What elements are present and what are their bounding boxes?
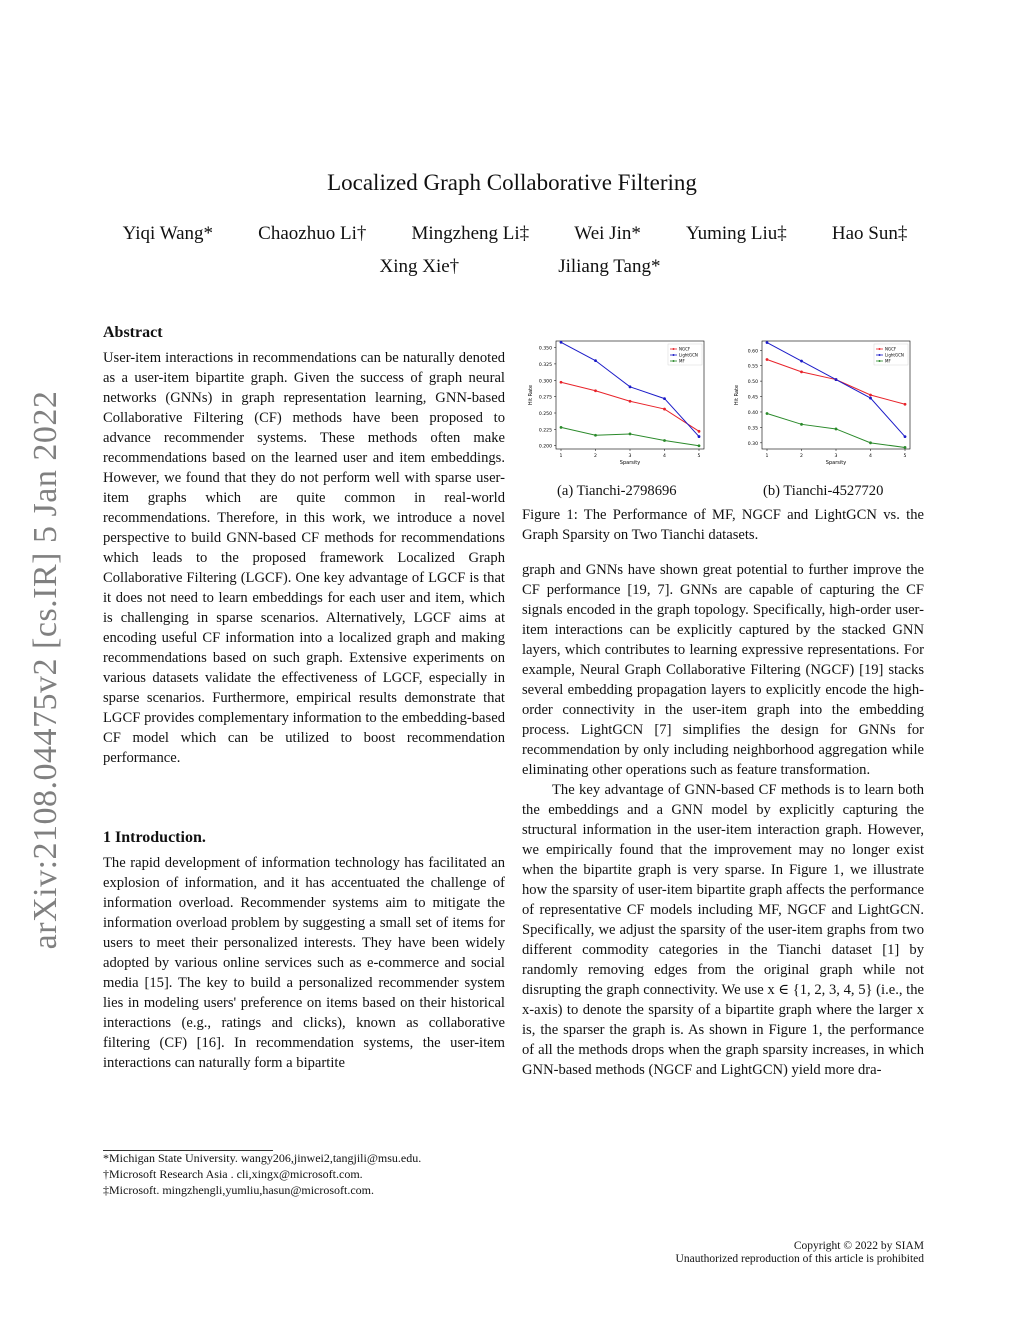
x-tick-label: 1	[765, 454, 769, 459]
chart-tianchi-2798696	[524, 335, 714, 470]
footnote-affiliation-3: ‡Microsoft. mingzhengli,yumliu,hasun@microsoft.com.	[103, 1183, 375, 1197]
legend-marker	[879, 348, 881, 350]
y-tick-label: 0.50	[747, 380, 758, 386]
author-row-1	[100, 223, 930, 245]
y-tick-label: 0.350	[538, 346, 552, 352]
legend-label: NGCF	[885, 346, 897, 352]
footnote-affiliation-2: †Microsoft Research Asia . cli,xingx@microsoft.com.	[103, 1167, 363, 1181]
data-point-ngcf	[629, 400, 632, 403]
chart-tianchi-4527720	[730, 335, 920, 470]
data-point-ngcf	[904, 403, 907, 406]
author-row-2	[330, 256, 710, 278]
data-point-mf	[594, 434, 597, 437]
figure-caption: Figure 1: The Performance of MF, NGCF and LightGCN vs. the Graph Sparsity on Two Tianchi datasets.	[522, 507, 924, 543]
data-point-lightgcn	[800, 360, 803, 363]
legend-marker	[673, 360, 675, 362]
abstract-body	[103, 348, 505, 768]
data-point-mf	[835, 428, 838, 431]
data-point-mf	[698, 444, 701, 447]
data-point-mf	[629, 433, 632, 436]
data-point-ngcf	[594, 389, 597, 392]
data-point-ngcf	[663, 408, 666, 411]
abstract-text: User-item interactions in recommendations can be naturally denoted as a user-item bipartite graph. Given the success of graph neural networks (GNNs) in graph representation learning, GNN-based Collaborative Filtering (CF) methods have been proposed to advance recommender systems. These methods often make recommendations based on the learned user and item embeddings. However, we found that they do not perform well with sparse user-item graphs which are quite common in real-world recommendations. Therefore, in this work, we introduce a novel perspective to build GNN-based CF methods for recommendations which leads to the proposed framework Localized Graph Collaborative Filtering (LGCF). One key advantage of LGCF is that it does not need to learn embeddings for each user and item, which is challenging in sparse scenarios. Alternatively, LGCF aims at encoding useful CF information into a localized graph and making recommendations based on such graph. Extensive experiments on various datasets validate the effectiveness of LGCF, especially in sparse scenarios. Furthermore, empirical results demonstrate that LGCF provides complementary information to the embedding-based CF model which can be utilized to boost recommendation performance.	[103, 350, 505, 766]
reproduction-notice: Unauthorized reproduction of this article is prohibited	[675, 1253, 924, 1265]
data-point-ngcf	[766, 358, 769, 361]
data-point-lightgcn	[560, 341, 563, 344]
author: Wei Jin*	[574, 223, 641, 244]
paper-title: Localized Graph Collaborative Filtering	[327, 170, 697, 195]
data-point-ngcf	[869, 394, 872, 397]
y-axis-label: Hit Rate	[734, 384, 740, 406]
series-line-mf	[767, 414, 905, 448]
data-point-mf	[663, 439, 666, 442]
y-tick-label: 0.250	[538, 412, 552, 417]
data-point-lightgcn	[835, 378, 838, 381]
y-tick-label: 0.45	[747, 395, 758, 401]
copyright-line: Copyright © 2022 by SIAM	[793, 1240, 924, 1252]
introduction-text: The rapid development of information technology has facilitated an explosion of information, and it has accentuated the challenge of information overload. Recommender systems aim to mitigate the information overload problem by suggesting a small set of items for users to meet their personalized interests. They have been widely adopted by various online services such as e-commerce and social media [15]. The key to build a personalized recommender system lies in modeling users' preference on items based on their historical interactions (e.g., ratings and clicks), known as collaborative filtering (CF) [16]. In recommendation systems, the user-item interactions can naturally form a bipartite	[103, 855, 505, 1071]
legend-label: LightGCN	[885, 352, 904, 358]
x-tick-label: 3	[834, 454, 838, 459]
data-point-mf	[904, 446, 907, 449]
legend-label: MF	[885, 358, 891, 364]
legend-marker	[673, 354, 675, 356]
x-tick-label: 5	[903, 454, 907, 459]
legend-label: NGCF	[679, 346, 691, 352]
author: Jiliang Tang*	[558, 256, 661, 277]
right-paragraph-1: graph and GNNs have shown great potential to further improve the CF performance [19, 7]. GNNs are capable of capturing the CF signals encoded in the graph topology. Specifically, high-order user-item interactions can be explicitly captured by the stacked GNN layers, which contributes to learning expressive representations. For example, Neural Graph Collaborative Filtering (NGCF) [19] stacks several embedding propagation layers to explicitly encode the high-order connectivity in the user-item graph into the embedding process. LightGCN [7] simplifies the design for GNNs for recommendation by only including neighborhood aggregation while eliminating other operations such as feature transformation.	[522, 562, 924, 778]
author: Xing Xie†	[379, 256, 460, 277]
data-point-mf	[800, 423, 803, 426]
y-tick-label: 0.300	[538, 379, 552, 385]
right-column-body	[522, 560, 924, 1080]
series-line-ngcf	[767, 360, 905, 405]
y-axis-label: Hit Rate	[528, 384, 534, 406]
data-point-mf	[766, 412, 769, 415]
data-point-lightgcn	[904, 435, 907, 438]
author: Yuming Liu‡	[685, 223, 787, 244]
author: Hao Sun‡	[831, 223, 908, 244]
author: Mingzheng Li‡	[411, 223, 530, 244]
data-point-lightgcn	[594, 359, 597, 362]
data-point-lightgcn	[629, 385, 632, 388]
author: Yiqi Wang*	[122, 223, 214, 244]
x-tick-label: 5	[697, 454, 701, 459]
data-point-ngcf	[698, 430, 701, 433]
y-tick-label: 0.200	[538, 444, 552, 450]
data-point-lightgcn	[869, 397, 872, 400]
legend-label: MF	[679, 358, 685, 364]
x-tick-label: 4	[869, 454, 872, 459]
x-tick-label: 2	[800, 454, 803, 459]
x-tick-label: 1	[559, 454, 563, 459]
y-tick-label: 0.60	[747, 349, 758, 355]
data-point-ngcf	[800, 370, 803, 373]
y-tick-label: 0.225	[538, 428, 552, 434]
right-paragraph-2: The key advantage of GNN-based CF methods is to learn both the embeddings and a GNN model by explicitly capturing the structural information in the user-item interaction graph. However, we empirically found that the improvement may no longer exist when the bipartite graph is very sparse. In Figure 1, we illustrate how the sparsity of user-item bipartite graph affects the performance of representative CF models including MF, NGCF and LightGCN. Specifically, we adjust the sparsity of the user-item graphs from two different commodity categories in the Tianchi dataset [1] by randomly removing edges from the original graph while not disrupting the graph connectivity. We use x ∈ {1, 2, 3, 4, 5} (i.e., the x-axis) to denote the sparsity of a bipartite graph where the larger x is, the sparser the graph is. As shown in Figure 1, the performance of all the methods drops when the graph sparsity increases, in which GNN-based methods (NGCF and LightGCN) yield more dra-	[522, 782, 924, 1078]
subcaption-b: (b) Tianchi-4527720	[763, 483, 884, 499]
introduction-body	[103, 853, 505, 1073]
author: Chaozhuo Li†	[258, 223, 367, 244]
arxiv-identifier	[26, 380, 66, 960]
x-tick-label: 4	[663, 454, 666, 459]
legend-marker	[879, 360, 881, 362]
arxiv-identifier-text: arXiv:2108.04475v2 [cs.IR] 5 Jan 2022	[27, 390, 64, 950]
abstract-heading: Abstract	[103, 324, 163, 341]
legend-marker	[673, 348, 675, 350]
y-tick-label: 0.30	[747, 441, 758, 447]
copyright-notice	[676, 1240, 924, 1266]
x-axis-label: Sparsity	[825, 460, 847, 466]
y-tick-label: 0.325	[538, 362, 552, 368]
y-tick-label: 0.35	[747, 426, 758, 432]
legend-label: LightGCN	[679, 352, 698, 358]
subcaption-a: (a) Tianchi-2798696	[557, 483, 677, 499]
data-point-mf	[869, 441, 872, 444]
y-tick-label: 0.55	[747, 364, 758, 370]
x-tick-label: 3	[628, 454, 632, 459]
legend-marker	[879, 354, 881, 356]
x-tick-label: 2	[594, 454, 597, 459]
data-point-mf	[560, 426, 563, 429]
series-line-mf	[561, 427, 699, 445]
data-point-lightgcn	[698, 435, 701, 438]
introduction-heading: 1 Introduction.	[103, 829, 206, 846]
data-point-ngcf	[560, 381, 563, 384]
y-tick-label: 0.275	[538, 395, 552, 401]
data-point-lightgcn	[663, 397, 666, 400]
y-tick-label: 0.40	[747, 410, 758, 416]
data-point-lightgcn	[766, 341, 769, 344]
series-line-ngcf	[561, 382, 699, 431]
footnote-affiliation-1: *Michigan State University. wangy206,jinwei2,tangjili@msu.edu.	[103, 1151, 422, 1165]
x-axis-label: Sparsity	[619, 460, 641, 466]
